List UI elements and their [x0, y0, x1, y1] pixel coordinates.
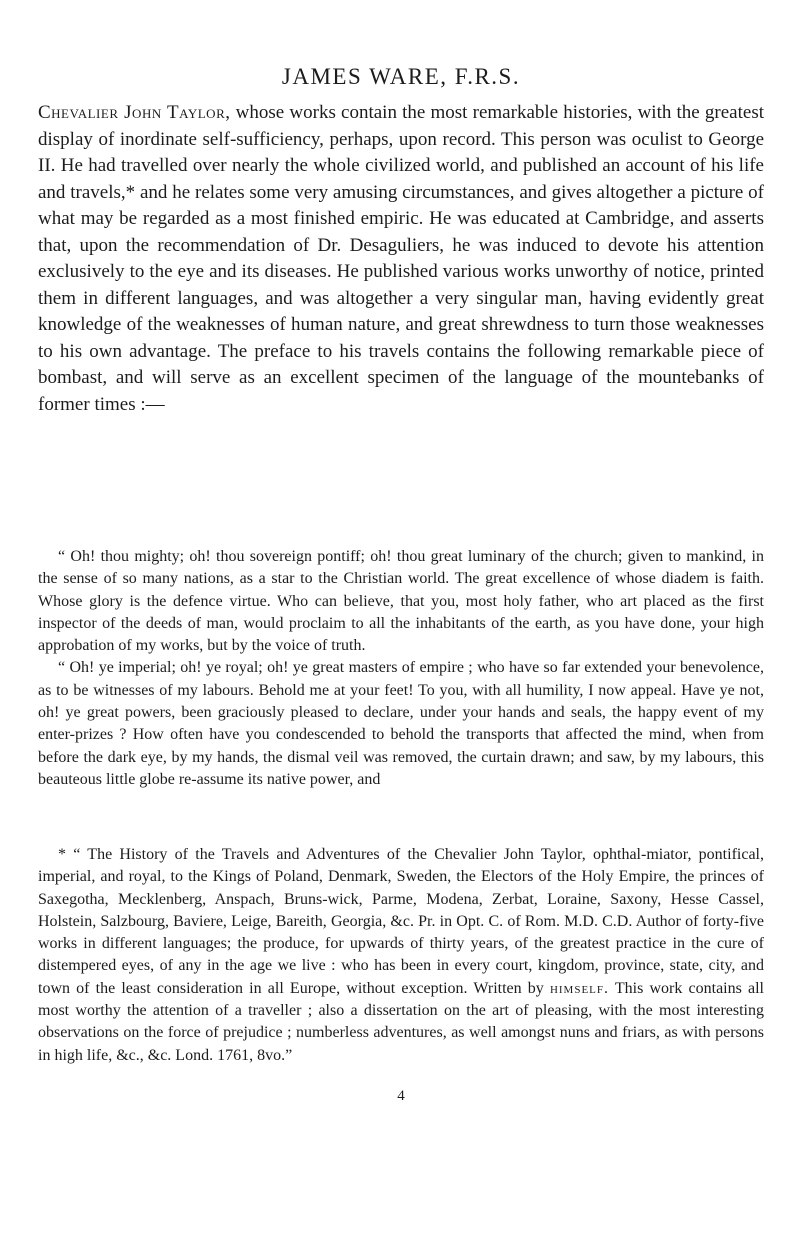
block-quotation — [38, 546, 764, 791]
footnote-author-smallcaps: himself. — [549, 979, 610, 997]
footnote — [38, 844, 764, 1067]
body-paragraph — [38, 100, 764, 418]
footnote-reference: * — [125, 181, 136, 203]
quote-paragraph-2: “ Oh! ye imperial; oh! ye royal; oh! ye great masters of empire ; who have so far extended your benevolence, as to be witnesses of my labours. Behold me at your feet! To you, with all humility, I now appeal. Have ye not, oh! ye great powers, been graciously pleased to declare, under your hands and seals, the happy event of my enter-prizes ? How often have you condescended to behold the transports that affected the mind, when from before the dark eye, by my hands, the dismal veil was removed, the curtain drawn; and saw, by my labours, this beauteous little globe re-assume its native power, and — [38, 659, 764, 788]
footnote-marker: * — [58, 846, 74, 863]
body-text-part-1: whose works contain the most remarkable histories, with the greatest display of inordinate self-sufficiency, perhaps, upon record. This person was oculist to George II. He had travelled over nearly the whole civilized world, and published an account of his life and travels, — [38, 102, 764, 203]
running-head: JAMES WARE, F.R.S. — [281, 64, 521, 89]
body-text-part-2: and he relates some very amusing circumstances, and gives altogether a picture of what may be regarded as a most finished empiric. He was educated at Cambridge, and asserts that, upon the recommendation of Dr. Desaguliers, he was induced to devote his attention exclusively to the eye and its diseases. He published various works unworthy of notice, printed them in different languages, and was altogether a very singular man, having evidently great knowledge of the weaknesses of human nature, and great shrewdness to turn those weaknesses to his own advantage. The preface to his travels contains the following remarkable piece of bombast, and will serve as an excellent specimen of the language of the mountebanks of former times :— — [38, 181, 764, 415]
paragraph-lead-name: Chevalier John Taylor, — [38, 102, 231, 123]
quote-paragraph-1: “ Oh! thou mighty; oh! thou sovereign pontiff; oh! thou great luminary of the church; given to mankind, in the sense of so many nations, as a star to the Christian world. The great excellence of whose diadem is faith. Whose glory is the defence virtue. Who can believe, that you, most holy father, who art placed as the first inspector of the deeds of man, would proclaim to all the inhabitants of the earth, as you have done, your high approbation of my works, but by the voice of truth. — [38, 548, 764, 655]
book-page — [38, 0, 764, 1257]
footnote-text-part-2: This work contains all most worthy the attention of a traveller ; also a dissertation on the art of pleasing, with the most interesting observations on the force of prejudice ; numberless adventures, as well amongst nuns and friars, as with persons in high life, &c., &c. Lond. 1761, 8vo.” — [38, 979, 764, 1064]
footnote-text-part-1: “ The History of the Travels and Adventures of the Chevalier John Taylor, ophthal-miator, pontifical, imperial, and royal, to the Kings of Poland, Denmark, Sweden, the Electors of the Holy Empire, the princes of Saxegotha, Mecklenberg, Anspach, Bruns-wick, Parme, Modena, Zerbat, Loraine, Saxony, Hesse Cassel, Holstein, Salzbourg, Baviere, Leige, Bareith, Georgia, &c. Pr. in Opt. C. of Rom. M.D. C.D. Author of forty-five works in different languages; the produce, for upwards of thirty years, of the greatest practice in the cure of distempered eyes, of any in the age we live : who has been in every court, kingdom, province, state, city, and town of the least consideration in all Europe, without exception. Written by — [38, 846, 764, 997]
page-number: 4 — [397, 1088, 405, 1104]
